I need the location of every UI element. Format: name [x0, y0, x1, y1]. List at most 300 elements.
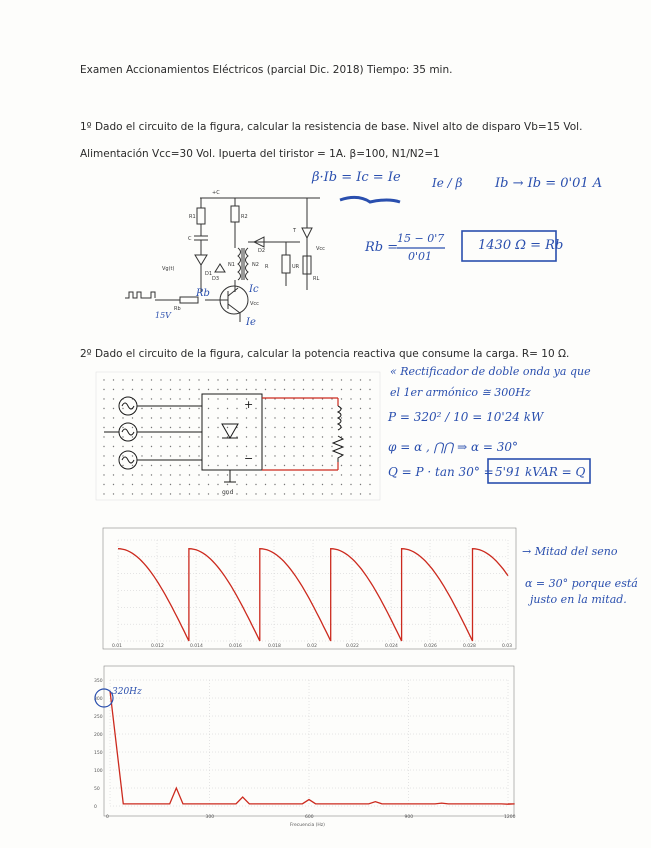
grid-dot	[103, 398, 104, 399]
fig3-x-tick: 0.026	[424, 644, 437, 649]
grid-dot	[132, 465, 133, 466]
grid-dot	[198, 493, 199, 494]
grid-dot	[113, 417, 114, 418]
grid-dot	[103, 446, 104, 447]
fig1-hw-ie: Ie	[246, 317, 256, 328]
grid-dot	[151, 436, 152, 437]
grid-dot	[198, 484, 199, 485]
grid-dot	[322, 465, 323, 466]
grid-dot	[360, 417, 361, 418]
grid-dot	[189, 398, 190, 399]
grid-dot	[198, 446, 199, 447]
fig1-label-d1: D1	[205, 271, 213, 277]
grid-dot	[151, 379, 152, 380]
grid-dot	[255, 417, 256, 418]
q1-statement-line2: Alimentación Vcc=30 Vol. Ipuerta del tiristor = 1A. β=100, N1/N2=1	[80, 148, 440, 160]
fig4-y-tick: 300	[94, 697, 103, 702]
fig1-hw-rb: Rb	[196, 288, 210, 299]
grid-dot	[265, 455, 266, 456]
grid-dot	[236, 389, 237, 390]
fig1-d1	[195, 255, 207, 265]
grid-dot	[160, 417, 161, 418]
grid-dot	[331, 408, 332, 409]
fig4-x-tick: 1200	[504, 815, 516, 820]
grid-dot	[217, 474, 218, 475]
grid-dot	[151, 474, 152, 475]
grid-dot	[274, 389, 275, 390]
hw-rb-label: Rb =	[365, 240, 399, 255]
fig1-d3	[215, 264, 225, 272]
grid-dot	[360, 474, 361, 475]
grid-dot	[350, 427, 351, 428]
grid-dot	[341, 493, 342, 494]
grid-dot	[160, 408, 161, 409]
grid-dot	[303, 465, 304, 466]
fig1-label-vcc-a: Vcc	[250, 301, 259, 307]
fig2-frame	[96, 372, 380, 500]
grid-dot	[255, 465, 256, 466]
grid-dot	[141, 493, 142, 494]
fig1-hw-labels	[155, 284, 259, 328]
grid-dot	[132, 417, 133, 418]
grid-dot	[274, 493, 275, 494]
fig4-hw-annotation: 320Hz	[112, 687, 142, 697]
grid-dot	[170, 417, 171, 418]
grid-dot	[284, 446, 285, 447]
grid-dot	[227, 446, 228, 447]
hw-p-eq: P = 320² / 10 = 10'24 kW	[388, 410, 544, 424]
grid-dot	[255, 398, 256, 399]
grid-dot	[179, 408, 180, 409]
grid-dot	[360, 436, 361, 437]
grid-dot	[227, 398, 228, 399]
grid-dot	[103, 436, 104, 437]
fig1-circuit	[125, 198, 320, 322]
grid-dot	[141, 379, 142, 380]
grid-dot	[360, 465, 361, 466]
grid-dot	[170, 436, 171, 437]
grid-dot	[208, 379, 209, 380]
grid-dot	[312, 465, 313, 466]
grid-dot	[151, 446, 152, 447]
grid-dot	[236, 493, 237, 494]
grid-dot	[360, 389, 361, 390]
grid-dot	[312, 436, 313, 437]
grid-dot	[189, 474, 190, 475]
grid-dot	[322, 408, 323, 409]
fig3-x-tick: 0.03	[502, 644, 513, 649]
grid-dot	[255, 474, 256, 475]
grid-dot	[122, 427, 123, 428]
grid-dot	[255, 389, 256, 390]
grid-dot	[236, 446, 237, 447]
grid-dot	[208, 446, 209, 447]
grid-dot	[274, 474, 275, 475]
grid-dot	[255, 484, 256, 485]
grid-dot	[236, 474, 237, 475]
fig1-label-n2: N2	[252, 262, 259, 268]
fig1-n1	[238, 248, 241, 280]
grid-dot	[255, 436, 256, 437]
grid-dot	[246, 474, 247, 475]
grid-dot	[122, 455, 123, 456]
grid-dot	[303, 474, 304, 475]
grid-dot	[227, 389, 228, 390]
grid-dot	[103, 474, 104, 475]
grid-dot	[369, 455, 370, 456]
grid-dot	[113, 484, 114, 485]
grid-dot	[350, 446, 351, 447]
grid-dot	[312, 389, 313, 390]
grid-dot	[303, 408, 304, 409]
grid-dot	[369, 427, 370, 428]
grid-dot	[322, 389, 323, 390]
grid-dot	[369, 474, 370, 475]
grid-dot	[331, 465, 332, 466]
grid-dot	[122, 408, 123, 409]
hw-rb-result: 1430 Ω = Rb	[478, 238, 564, 253]
grid-dot	[293, 417, 294, 418]
grid-dot	[151, 408, 152, 409]
grid-dot	[170, 427, 171, 428]
hw-result-box-1	[462, 231, 556, 261]
grid-dot	[350, 398, 351, 399]
grid-dot	[284, 474, 285, 475]
grid-dot	[236, 436, 237, 437]
grid-dot	[122, 493, 123, 494]
grid-dot	[170, 408, 171, 409]
hw-rb-den: 0'01	[408, 250, 433, 263]
grid-dot	[274, 417, 275, 418]
grid-dot	[198, 465, 199, 466]
grid-dot	[236, 398, 237, 399]
grid-dot	[236, 417, 237, 418]
grid-dot	[274, 484, 275, 485]
grid-dot	[170, 389, 171, 390]
grid-dot	[198, 408, 199, 409]
grid-dot	[312, 379, 313, 380]
grid-dot	[179, 484, 180, 485]
fig1-label-c: C	[188, 236, 192, 242]
grid-dot	[246, 379, 247, 380]
hw-q-eq: Q = P · tan 30° =	[388, 465, 494, 479]
grid-dot	[265, 474, 266, 475]
hw-note-line2: α = 30° porque está	[525, 577, 638, 590]
grid-dot	[369, 446, 370, 447]
grid-dot	[189, 446, 190, 447]
fig1-label-d3: D3	[212, 276, 220, 282]
grid-dot	[141, 398, 142, 399]
fig1-label-rb: Rb	[174, 306, 181, 312]
grid-dot	[360, 379, 361, 380]
grid-dot	[274, 436, 275, 437]
grid-dot	[312, 417, 313, 418]
grid-dot	[284, 493, 285, 494]
grid-dot	[331, 493, 332, 494]
grid-dot	[341, 465, 342, 466]
grid-dot	[189, 389, 190, 390]
grid-dot	[113, 427, 114, 428]
grid-dot	[179, 417, 180, 418]
grid-dot	[312, 455, 313, 456]
grid-dot	[141, 427, 142, 428]
grid-dot	[170, 474, 171, 475]
grid-dot	[274, 379, 275, 380]
grid-dot	[179, 436, 180, 437]
grid-dot	[265, 408, 266, 409]
grid-dot	[265, 446, 266, 447]
grid-dot	[122, 446, 123, 447]
grid-dot	[208, 436, 209, 437]
grid-dot	[189, 427, 190, 428]
grid-dot	[246, 465, 247, 466]
grid-dot	[265, 436, 266, 437]
grid-dot	[331, 474, 332, 475]
grid-dot	[103, 379, 104, 380]
fig4-y-tick: 350	[94, 679, 103, 684]
grid-dot	[217, 446, 218, 447]
grid-dot	[350, 484, 351, 485]
grid-dot	[179, 493, 180, 494]
grid-dot	[122, 436, 123, 437]
grid-dot	[255, 427, 256, 428]
grid-dot	[369, 408, 370, 409]
grid-dot	[255, 379, 256, 380]
grid-dot	[360, 484, 361, 485]
grid-dot	[350, 379, 351, 380]
fig1-label-n1: N1	[228, 262, 235, 268]
grid-dot	[350, 408, 351, 409]
grid-dot	[331, 379, 332, 380]
grid-dot	[312, 427, 313, 428]
grid-dot	[331, 389, 332, 390]
grid-dot	[151, 417, 152, 418]
grid-dot	[331, 427, 332, 428]
grid-dot	[160, 484, 161, 485]
grid-dot	[350, 474, 351, 475]
grid-dot	[217, 408, 218, 409]
grid-dot	[284, 455, 285, 456]
fig1-hw-15v: 15V	[155, 311, 171, 320]
grid-dot	[236, 484, 237, 485]
grid-dot	[141, 389, 142, 390]
grid-dot	[341, 484, 342, 485]
grid-dot	[151, 493, 152, 494]
grid-dot	[208, 455, 209, 456]
grid-dot	[322, 446, 323, 447]
fig4-y-tick: 100	[94, 769, 103, 774]
grid-dot	[132, 484, 133, 485]
grid-dot	[360, 398, 361, 399]
grid-dot	[132, 379, 133, 380]
grid-dot	[274, 465, 275, 466]
grid-dot	[341, 389, 342, 390]
grid-dot	[360, 427, 361, 428]
grid-dot	[265, 389, 266, 390]
grid-dot	[113, 408, 114, 409]
hw-ans2-line2: el 1er armónico ≅ 300Hz	[390, 386, 531, 399]
q1-statement-line1: 1º Dado el circuito de la figura, calcular la resistencia de base. Nivel alto de disparo Vb=15 Vol.	[80, 121, 583, 133]
grid-dot	[322, 484, 323, 485]
grid-dot	[151, 484, 152, 485]
grid-dot	[227, 484, 228, 485]
grid-dot	[284, 436, 285, 437]
fig1-label-vcc-b: Vcc	[316, 246, 325, 252]
exam-title: Examen Accionamientos Eléctricos (parcial Dic. 2018) Tiempo: 35 min.	[80, 64, 453, 76]
svg-text:−: −	[244, 452, 254, 465]
grid-dot	[141, 408, 142, 409]
fig4-y-tick: 50	[94, 787, 100, 792]
grid-dot	[208, 493, 209, 494]
grid-dot	[141, 484, 142, 485]
grid-dot	[331, 455, 332, 456]
fig3-x-tick: 0.02	[307, 644, 318, 649]
grid-dot	[274, 455, 275, 456]
hw-eq-result: Ib → Ib = 0'01 A	[495, 176, 603, 191]
grid-dot	[322, 417, 323, 418]
grid-dot	[208, 417, 209, 418]
grid-dot	[369, 484, 370, 485]
grid-dot	[103, 427, 104, 428]
fig1-label-ur: UR	[292, 264, 300, 270]
grid-dot	[312, 484, 313, 485]
grid-dot	[303, 493, 304, 494]
grid-dot	[160, 398, 161, 399]
grid-dot	[132, 427, 133, 428]
grid-dot	[293, 446, 294, 447]
grid-dot	[122, 484, 123, 485]
grid-dot	[141, 455, 142, 456]
grid-dot	[227, 417, 228, 418]
grid-dot	[141, 436, 142, 437]
hw-note-line1: → Mitad del seno	[522, 545, 618, 558]
grid-dot	[236, 465, 237, 466]
grid-dot	[132, 436, 133, 437]
grid-dot	[265, 493, 266, 494]
grid-dot	[322, 427, 323, 428]
grid-dot	[331, 436, 332, 437]
grid-dot	[360, 408, 361, 409]
grid-dot	[189, 493, 190, 494]
grid-dot	[179, 465, 180, 466]
grid-dot	[293, 493, 294, 494]
grid-dot	[141, 417, 142, 418]
grid-dot	[303, 417, 304, 418]
grid-dot	[369, 465, 370, 466]
grid-dot	[160, 379, 161, 380]
grid-dot	[113, 389, 114, 390]
fig1-label-vg: Vg(t)	[162, 266, 175, 272]
grid-dot	[170, 455, 171, 456]
fig4-y-tick: 250	[94, 715, 103, 720]
grid-dot	[293, 474, 294, 475]
grid-dot	[303, 379, 304, 380]
grid-dot	[132, 493, 133, 494]
grid-dot	[189, 465, 190, 466]
grid-dot	[122, 379, 123, 380]
grid-dot	[227, 436, 228, 437]
grid-dot	[255, 408, 256, 409]
hw-result-box-2	[488, 459, 590, 483]
grid-dot	[132, 455, 133, 456]
grid-dot	[189, 484, 190, 485]
grid-dot	[189, 379, 190, 380]
grid-dot	[208, 484, 209, 485]
grid-dot	[113, 493, 114, 494]
grid-dot	[179, 474, 180, 475]
grid-dot	[360, 446, 361, 447]
grid-dot	[179, 379, 180, 380]
grid-dot	[350, 455, 351, 456]
grid-dot	[255, 446, 256, 447]
hw-rb-num: 15 − 0'7	[397, 232, 445, 245]
grid-dot	[303, 446, 304, 447]
grid-dot	[198, 455, 199, 456]
grid-dot	[265, 484, 266, 485]
grid-dot	[122, 474, 123, 475]
grid-dot	[198, 398, 199, 399]
grid-dot	[331, 484, 332, 485]
grid-dot	[198, 389, 199, 390]
grid-dot	[113, 379, 114, 380]
fig4-y-tick: 0	[94, 805, 97, 810]
hw-phi-eq: φ = α , ⋂⋂ ⇒ α = 30°	[388, 440, 519, 454]
grid-dot	[293, 436, 294, 437]
grid-dot	[331, 446, 332, 447]
grid-dot	[369, 379, 370, 380]
grid-dot	[217, 398, 218, 399]
hw-scribble	[340, 197, 400, 202]
grid-dot	[341, 417, 342, 418]
grid-dot	[369, 417, 370, 418]
grid-dot	[274, 408, 275, 409]
grid-dot	[160, 446, 161, 447]
grid-dot	[246, 484, 247, 485]
grid-dot	[198, 379, 199, 380]
grid-dot	[284, 379, 285, 380]
fig3-frame	[103, 528, 516, 649]
grid-dot	[265, 427, 266, 428]
grid-dot	[293, 427, 294, 428]
fig1-label-r2: R2	[241, 214, 248, 220]
fig1-label-d2: D2	[258, 248, 266, 254]
grid-dot	[179, 389, 180, 390]
grid-dot	[179, 427, 180, 428]
grid-dot	[217, 465, 218, 466]
q2-statement-line1: 2º Dado el circuito de la figura, calcular la potencia reactiva que consume la carga. R= 10 Ω.	[80, 348, 570, 360]
grid-dot	[312, 446, 313, 447]
grid-dot	[284, 408, 285, 409]
grid-dot	[141, 474, 142, 475]
grid-dot	[113, 446, 114, 447]
grid-dot	[284, 417, 285, 418]
grid-dot	[113, 455, 114, 456]
grid-dot	[198, 417, 199, 418]
grid-dot	[274, 427, 275, 428]
grid-dot	[293, 465, 294, 466]
grid-dot	[132, 446, 133, 447]
fig3-x-tick: 0.01	[112, 644, 123, 649]
grid-dot	[284, 427, 285, 428]
grid-dot	[122, 389, 123, 390]
hw-ans2-line1: « Rectificador de doble onda ya que	[390, 365, 591, 378]
grid-dot	[113, 465, 114, 466]
fig4-y-tick: 150	[94, 751, 103, 756]
grid-dot	[151, 398, 152, 399]
fig4-x-tick: 900	[404, 815, 414, 820]
grid-dot	[151, 389, 152, 390]
grid-dot	[170, 493, 171, 494]
